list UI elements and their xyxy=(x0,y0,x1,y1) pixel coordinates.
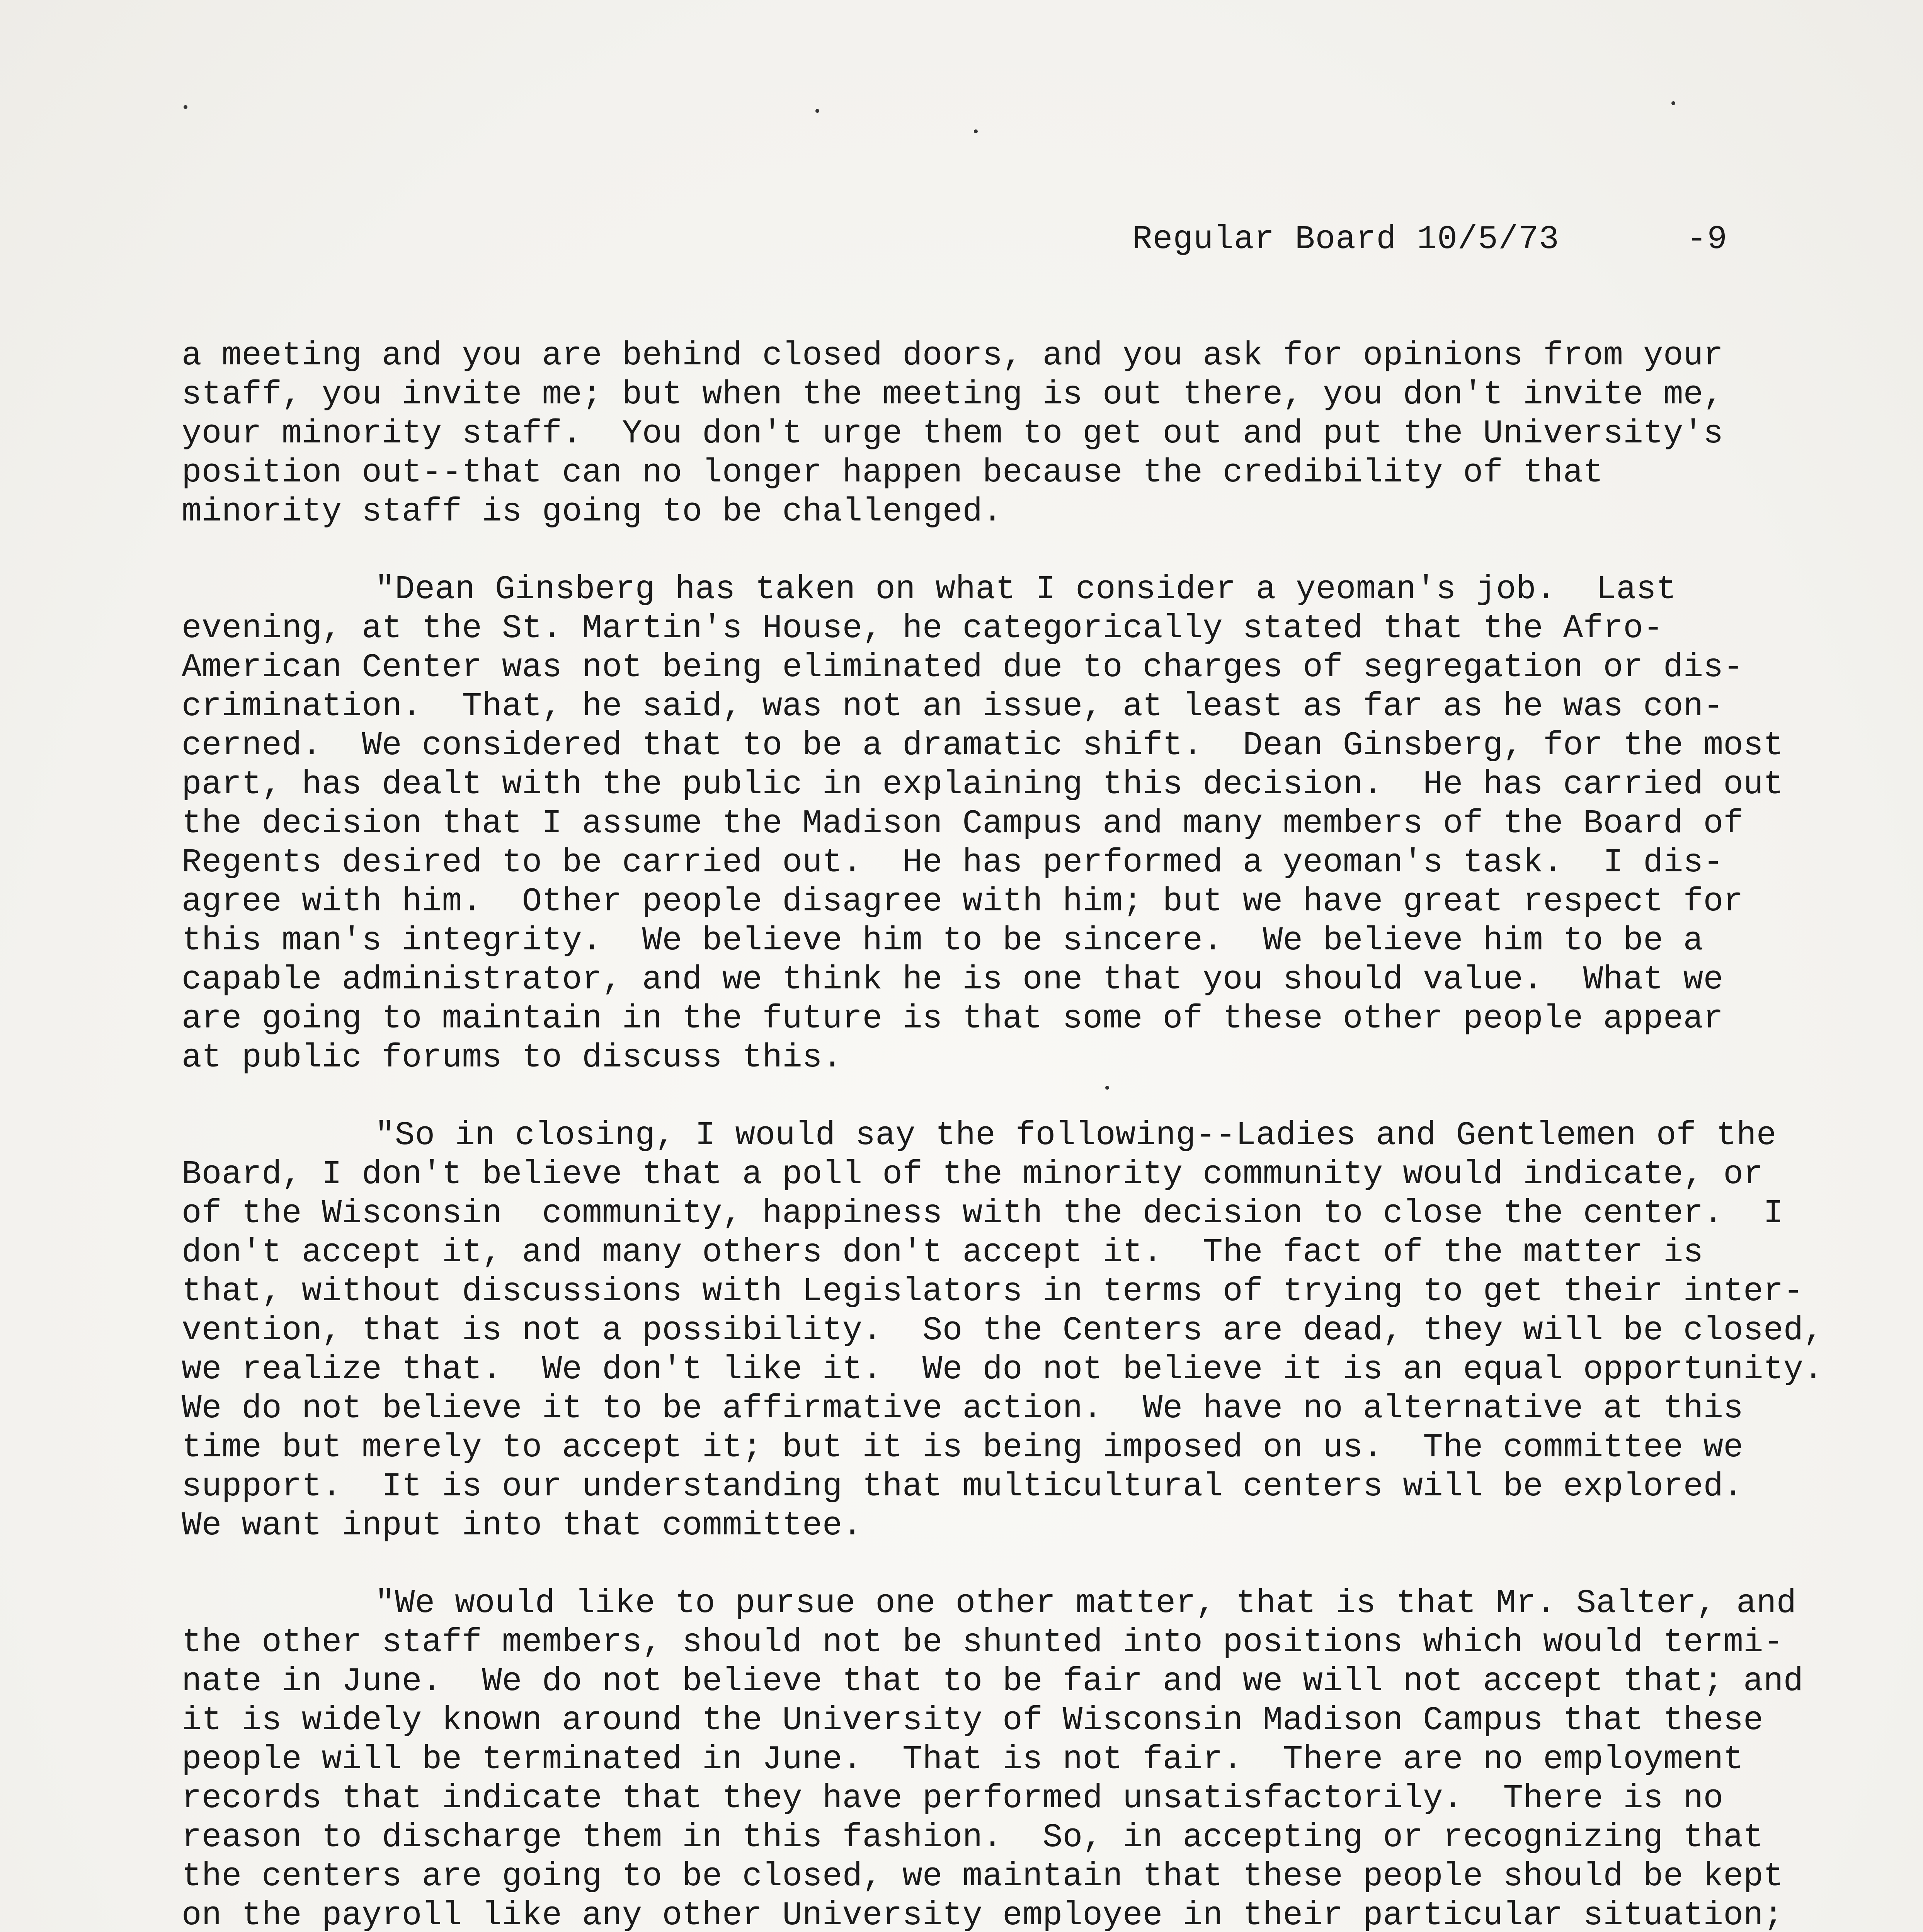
text-line: nate in June. We do not believe that to be fair and we will not accept that; and xyxy=(182,1662,1804,1700)
paragraph xyxy=(182,1116,1824,1545)
text-line: We do not believe it to be affirmative action. We have no alternative at this xyxy=(182,1389,1744,1427)
text-line: a meeting and you are behind closed doors, and you ask for opinions from your xyxy=(182,337,1724,374)
paragraph xyxy=(182,570,1797,1077)
scan-speck xyxy=(974,129,978,133)
text-line: people will be terminated in June. That is not fair. There are no employment xyxy=(182,1740,1744,1778)
text-line: the centers are going to be closed, we maintain that these people should be kept xyxy=(182,1857,1783,1895)
text-line: support. It is our understanding that multicultural centers will be explored. xyxy=(182,1468,1744,1505)
scan-speck xyxy=(1671,101,1675,105)
text-line: vention, that is not a possibility. So the Centers are dead, they will be closed, xyxy=(182,1311,1824,1349)
text-line: Board, I don't believe that a poll of the minority community would indicate, or xyxy=(182,1155,1763,1193)
text-line: We want input into that committee. xyxy=(182,1507,863,1544)
body-text xyxy=(182,336,1824,1932)
scan-speck xyxy=(184,105,187,109)
text-line: are going to maintain in the future is that some of these other people appear xyxy=(182,1000,1724,1037)
text-line: the decision that I assume the Madison Campus and many members of the Board of xyxy=(182,804,1744,842)
text-line: capable administrator, and we think he is one that you should value. What we xyxy=(182,961,1724,998)
text-line: the other staff members, should not be shunted into positions which would termi- xyxy=(182,1623,1783,1661)
text-line: on the payroll like any other University employee in their particular situation; xyxy=(182,1896,1783,1932)
scan-speck xyxy=(1105,1086,1109,1090)
paragraph xyxy=(182,1584,1804,1932)
text-line: records that indicate that they have performed unsatisfactorily. There is no xyxy=(182,1779,1724,1817)
text-line: your minority staff. You don't urge them to get out and put the University's xyxy=(182,415,1724,452)
text-line: minority staff is going to be challenged. xyxy=(182,493,1003,531)
text-line: of the Wisconsin community, happiness with the decision to close the center. I xyxy=(182,1194,1783,1232)
text-line: crimination. That, he said, was not an issue, at least as far as he was con- xyxy=(182,687,1724,725)
page-number: -9 xyxy=(1686,220,1727,258)
text-line: reason to discharge them in this fashion. So, in accepting or recognizing that xyxy=(182,1818,1763,1856)
text-line: "Dean Ginsberg has taken on what I consider a yeoman's job. Last xyxy=(375,570,1676,608)
scan-speck xyxy=(815,109,819,113)
text-line: "So in closing, I would say the following--Ladies and Gentlemen of the xyxy=(375,1116,1777,1154)
text-line: evening, at the St. Martin's House, he categorically stated that the Afro- xyxy=(182,609,1663,647)
page-header xyxy=(1132,220,1727,258)
text-line: don't accept it, and many others don't accept it. The fact of the matter is xyxy=(182,1233,1703,1271)
text-line: position out--that can no longer happen because the credibility of that xyxy=(182,454,1603,492)
text-line: American Center was not being eliminated due to charges of segregation or dis- xyxy=(182,648,1744,686)
text-line: that, without discussions with Legislators in terms of trying to get their inter- xyxy=(182,1272,1804,1310)
text-line: this man's integrity. We believe him to be sincere. We believe him to be a xyxy=(182,922,1703,959)
paragraph xyxy=(182,336,1797,531)
text-line: we realize that. We don't like it. We do not believe it is an equal opportunity. xyxy=(182,1350,1824,1388)
text-line: staff, you invite me; but when the meeting is out there, you don't invite me, xyxy=(182,376,1724,413)
text-line: "We would like to pursue one other matter, that is that Mr. Salter, and xyxy=(375,1584,1797,1622)
header-title: Regular Board 10/5/73 xyxy=(1132,220,1559,258)
text-line: it is widely known around the University of Wisconsin Madison Campus that these xyxy=(182,1701,1763,1739)
text-line: agree with him. Other people disagree with him; but we have great respect for xyxy=(182,883,1744,920)
text-line: time but merely to accept it; but it is being imposed on us. The committee we xyxy=(182,1429,1744,1466)
text-line: at public forums to discuss this. xyxy=(182,1039,842,1077)
text-line: part, has dealt with the public in explaining this decision. He has carried out xyxy=(182,765,1783,803)
text-line: cerned. We considered that to be a dramatic shift. Dean Ginsberg, for the most xyxy=(182,726,1783,764)
text-line: Regents desired to be carried out. He has performed a yeoman's task. I dis- xyxy=(182,844,1724,881)
